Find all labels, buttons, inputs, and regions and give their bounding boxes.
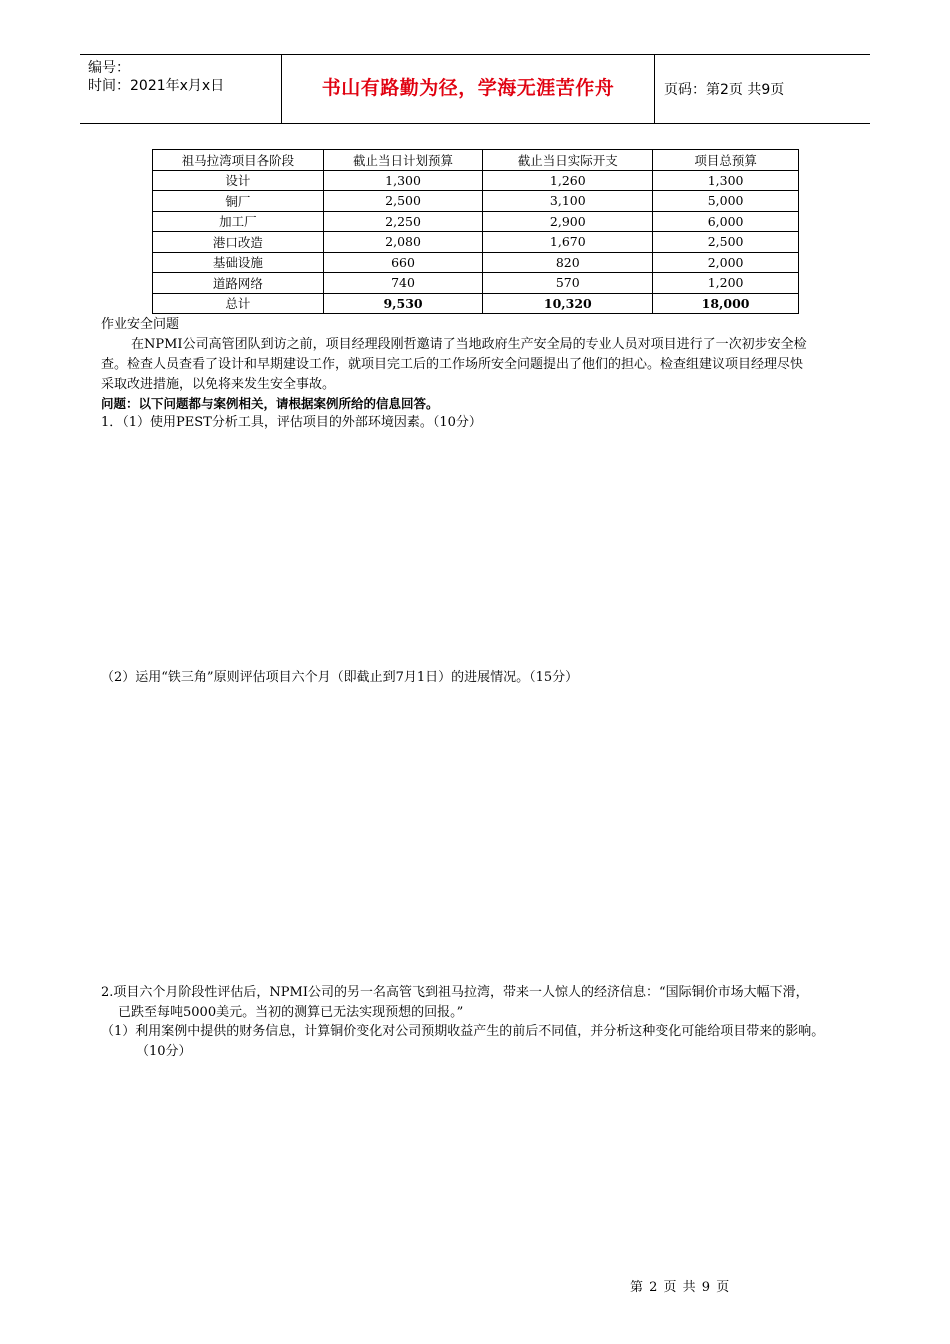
column-header: 祖马拉湾项目各阶段 — [153, 150, 324, 171]
question-2-line: 2.项目六个月阶段性评估后，NPMI公司的另一名高管飞到祖马拉湾，带来一人惊人的经济信息：“国际铜价市场大幅下滑， — [101, 985, 809, 1000]
questions-intro: 问题：以下问题都与案例相关，请根据案例所给的信息回答。 — [101, 396, 439, 411]
table-cell: 2,500 — [323, 191, 483, 212]
table-cell: 2,000 — [653, 252, 799, 273]
table-cell: 道路网络 — [153, 273, 324, 294]
header-motto: 书山有路勤为径，学海无涯苦作舟 — [321, 77, 615, 99]
table-row — [153, 252, 799, 273]
table-header-row — [153, 150, 799, 171]
table-cell: 1,300 — [653, 170, 799, 191]
paragraph-line: 在NPMI公司高管团队到访之前，项目经理段刚哲邀请了当地政府生产安全局的专业人员对项目进行了一次初步安全检 — [131, 337, 807, 352]
header-meta — [88, 59, 224, 95]
table-cell: 1,670 — [483, 232, 653, 253]
table-cell: 2,500 — [653, 232, 799, 253]
header-page-info: 页码：第2页 共9页 — [664, 82, 785, 98]
table-row — [153, 170, 799, 191]
column-header: 截止当日计划预算 — [323, 150, 483, 171]
page-footer: 第 2 页 共 9 页 — [630, 1280, 731, 1295]
table-cell: 5,000 — [653, 191, 799, 212]
question-2-line: 已跌至每吨5000美元。当初的测算已无法实现预想的回报。” — [118, 1005, 464, 1020]
table-cell: 570 — [483, 273, 653, 294]
column-header: 截止当日实际开支 — [483, 150, 653, 171]
table-cell: 铜厂 — [153, 191, 324, 212]
table-cell: 2,250 — [323, 211, 483, 232]
table-cell: 港口改造 — [153, 232, 324, 253]
number-label: 编号： — [88, 60, 130, 76]
table-cell: 3,100 — [483, 191, 653, 212]
paragraph-line: 采取改进措施，以免将来发生安全事故。 — [101, 377, 336, 392]
time-label: 时间：2021年x月x日 — [88, 78, 225, 94]
table-cell: 2,900 — [483, 211, 653, 232]
total-value: 18,000 — [653, 293, 799, 314]
table-cell: 6,000 — [653, 211, 799, 232]
table-cell: 2,080 — [323, 232, 483, 253]
question-2-1-line: （1）利用案例中提供的财务信息，计算铜价变化对公司预期收益产生的前后不同值，并分析这种变化可能给项目带来的影响。 — [101, 1024, 825, 1039]
table-cell: 1,260 — [483, 170, 653, 191]
table-row — [153, 191, 799, 212]
table-cell: 基础设施 — [153, 252, 324, 273]
header-divider — [654, 55, 655, 123]
column-header: 项目总预算 — [653, 150, 799, 171]
paragraph-line: 查。检查人员查看了设计和早期建设工作，就项目完工后的工作场所安全问题提出了他们的担心。检查组建议项目经理尽快 — [101, 357, 804, 372]
question-1-2: （2）运用“铁三角”原则评估项目六个月（即截止到7月1日）的进展情况。（15分） — [101, 670, 579, 685]
budget-table — [152, 149, 799, 314]
total-value: 9,530 — [323, 293, 483, 314]
total-value: 10,320 — [483, 293, 653, 314]
table-cell: 加工厂 — [153, 211, 324, 232]
section-title: 作业安全问题 — [101, 317, 180, 332]
table-cell: 740 — [323, 273, 483, 294]
table-cell: 设计 — [153, 170, 324, 191]
table-cell: 1,200 — [653, 273, 799, 294]
table-cell: 820 — [483, 252, 653, 273]
table-cell: 1,300 — [323, 170, 483, 191]
page-header — [80, 54, 870, 124]
table-cell: 660 — [323, 252, 483, 273]
total-label: 总计 — [153, 293, 324, 314]
table-row — [153, 211, 799, 232]
table-row — [153, 273, 799, 294]
question-2-1-line: （10分） — [136, 1044, 192, 1059]
table-row — [153, 232, 799, 253]
question-1-1: 1．（1）使用PEST分析工具，评估项目的外部环境因素。（10分） — [101, 415, 482, 430]
table-total-row — [153, 293, 799, 314]
